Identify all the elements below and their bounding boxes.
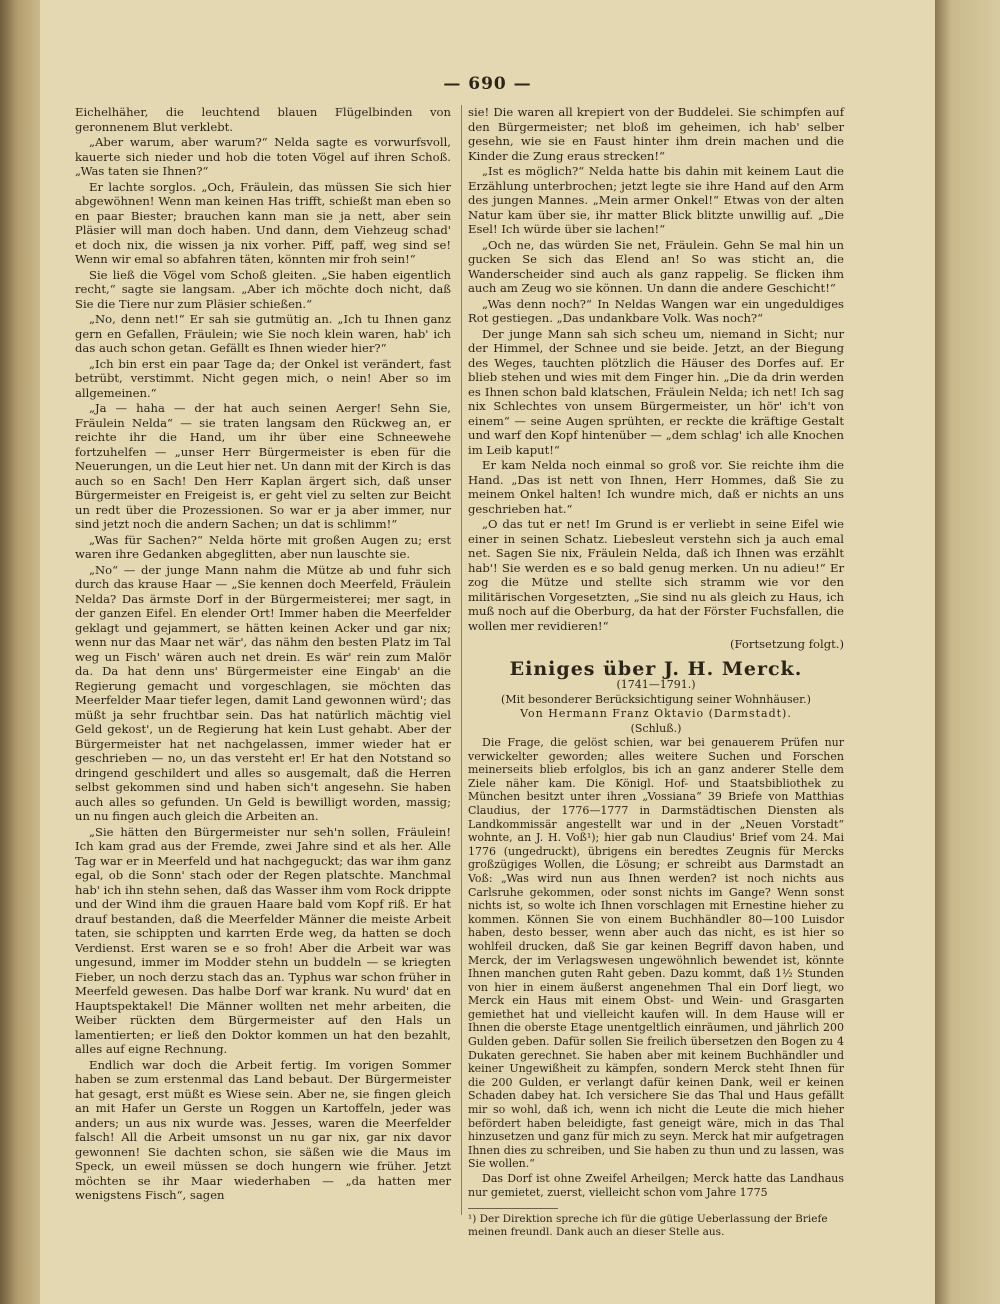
article-subtitle: (Mit besonderer Berücksichtigung seiner Wohnhäuser.): [501, 692, 811, 706]
page-number: — 690 —: [443, 74, 532, 94]
article-conclusion-label: (Schluß.): [630, 721, 682, 735]
article-years: (1741—1791.): [616, 678, 696, 691]
paragraph: „O das tut er net! Im Grund is er verliebt in seine Eifel wie einer in seinen Schatz. Liebesleut verstehn sich ja auch emal net. Sagen Sie nix, Fräulein Nelda, daß ich Ihnen was erzählt hab'! Sie werden es e so bald genug merken. Un nu adieu!“ Er zog die Mütze und stellte sich stramm wie vor den militärischen Vorgesetzten, „Sie sind nu als gleich zu Haus, ich muß noch auf die Oberburg, da hat der Förster Fuchsfallen, die wollen mer revidieren!“: [468, 517, 844, 633]
paragraph: Eichelhäher, die leuchtend blauen Flügelbinden von geronnenem Blut verklebt.: [75, 105, 451, 134]
footnote: [468, 1208, 844, 1239]
paragraph: sie! Die waren all krepiert von der Buddelei. Sie schimpfen auf den Bürgermeister; net bloß im geheimen, ich hab' selber gesehn, wie sie en Faust hinter ihm drein machen und die Kinder die Zung eraus strecken!“: [468, 105, 844, 163]
paragraph: Das Dorf ist ohne Zweifel Arheilgen; Merck hatte das Landhaus nur gemietet, zuerst, vielleicht schon vom Jahre 1775: [468, 1172, 844, 1199]
footnote-text: ¹) Der Direktion spreche ich für die gütige Ueberlassung der Briefe meinen freundl. Dank auch an dieser Stelle aus.: [468, 1213, 828, 1238]
paragraph: Der junge Mann sah sich scheu um, niemand in Sicht; nur der Himmel, der Schnee und sie beide. Jetzt, an der Biegung des Weges, tauchten plötzlich die Häuser des Dorfes auf. Er blieb stehen und wies mit dem Finger hin. „Die da drin werden es Ihnen schon bald klatschen, Fräulein Nelda; ich net! Ich sag nix Schlechtes von unsem Bürgermeister, un hör' ich't von einem“ — seine Augen sprühten, er reckte die kräftige Gestalt und warf den Kopf hintenüber — „dem schlag' ich alle Knochen im Leib kaput!“: [468, 326, 844, 457]
paragraph: „Aber warum, aber warum?“ Nelda sagte es vorwurfsvoll, kauerte sich nieder und hob die toten Vögel auf ihren Schoß. „Was taten sie Ihnen?“: [75, 135, 451, 178]
footnote-rule: [468, 1208, 558, 1209]
paragraph: „Och ne, das würden Sie net, Fräulein. Gehn Se mal hin un gucken Se sich das Elend an! So was sticht an, die Wanderscheider sind auch als ganz rappelig. Se flicken ihm auch am Zeug wo sie können. Un dann die andere Geschicht!“: [468, 237, 844, 295]
paragraph: „No, denn net!“ Er sah sie gutmütig an. „Ich tu Ihnen ganz gern en Gefallen, Fräulein; wie Sie noch klein waren, hab' ich das auch schon getan. Gefällt es Ihnen wieder hier?“: [75, 312, 451, 355]
paragraph: „Ist es möglich?“ Nelda hatte bis dahin mit keinem Laut die Erzählung unterbrochen; jetzt legte sie ihre Hand auf den Arm des jungen Mannes. „Mein armer Onkel!“ Etwas von der alten Natur kam über sie, ihr matter Blick blitzte unwillig auf. „Die Esel! Ich würde über sie lachen!“: [468, 164, 844, 236]
paragraph: „Ich bin erst ein paar Tage da; der Onkel ist verändert, fast betrübt, verstimmt. Nicht gegen mich, o nein! Aber so im allgemeinen.“: [75, 356, 451, 400]
article-author: Von Hermann Franz Oktavio (Darmstadt).: [520, 707, 792, 720]
paragraph: „Sie hätten den Bürgermeister nur seh'n sollen, Fräulein! Ich kam grad aus der Fremde, zwei Jahre sind et als her. Alle Tag war er in Meerfeld und hat nachgeguckt; das war ihm ganz egal, ob die Sonn' stach oder der Regen platschte. Manchmal hab' ich ihn stehn sehen, daß das Wasser ihm vom Rock drippte und der Wind ihm die grauen Haare bald vom Kopf riß. Er hat drauf bestanden, daß die Meerfelder Männer die meiste Arbeit taten, sie schippten und karrten Erde weg, da hatten se doch Verdienst. Erst waren se e so froh! Aber die Arbeit war was ungesund, immer im Modder stehn un buddeln — se kriegten Fieber, un noch derzu stach das an. Typhus war schon früher in Meerfeld gewesen. Das halbe Dorf war krank. Nu wurd' dat en Hauptspektakel! Die Männer wollten net mehr arbeiten, die Weiber rückten dem Bürgermeister auf den Hals un lamentierten; er ließ den Doktor kommen un hat den bezahlt, alles auf eigne Rechnung.: [75, 824, 451, 1056]
paragraph: Er lachte sorglos. „Och, Fräulein, das müssen Sie sich hier abgewöhnen! Wenn man keinen Has trifft, schießt man eben so en paar Biester; brauchen kann man sie ja nett, aber sein Pläsier will man doch haben. Und dann, dem Viehzeug schad' et doch nix, die wissen ja nix vorher. Piff, paff, weg sind se! Wenn wir emal so abfahren täten, könnten mir froh sein!“: [75, 179, 451, 266]
paragraph: „Was für Sachen?“ Nelda hörte mit großen Augen zu; erst waren ihre Gedanken abgeglitten, aber nun lauschte sie.: [75, 532, 451, 561]
facing-page-edge: [935, 0, 1000, 1304]
paragraph: „No“ — der junge Mann nahm die Mütze ab und fuhr sich durch das krause Haar — „Sie kennen doch Meerfeld, Fräulein Nelda? Das ärmste Dorf in der Bürgermeisterei; mer sagt, in der ganzen Eifel. En elender Ort! Immer haben die Meerfelder geklagt und gejammert, se hätten keinen Acker und gar nix; wenn nur das Maar net wär', das nähm den besten Platz im Tal weg un Fisch' wären auch net drein. Es wär' rein zum Malör da. Da hat denn uns' Bürgermeister eine Eingab' an die Regierung gemacht und vorgeschlagen, sie möchten das Meerfelder Maar tiefer legen, damit Land gewonnen würd'; das müßt ja sehr fruchtbar sein. Das hat natürlich mächtig viel Geld gekost', un de Regierung hat kein Lust gehabt. Aber der Bürgermeister hat net nachgelassen, immer wieder hat er geschrieben — no, un das versteht er! Er hat den Notstand so dringend geschildert und alles so ausgemalt, daß die Herren selbst gekommen sind und haben sich't angesehn. Sie haben auch alles so gefunden. Un Geld is bewilligt worden, massig; un nu fingen auch gleich die Arbeiten an.: [75, 562, 451, 823]
book-binding: [0, 0, 40, 1304]
column-divider: [461, 105, 462, 1215]
article-title: Einiges über J. H. Merck.: [509, 657, 803, 680]
article-body: [468, 736, 844, 1199]
paragraph: „Ja — haha — der hat auch seinen Aerger! Sehn Sie, Fräulein Nelda“ — sie traten langsam den Rückweg an, er reichte ihr die Hand, um ihr über eine Schneewehe fortzuhelfen — „unser Herr Bürgermeister is eben für die Neuerungen, un die Leut hier net. Un dann mit der Kirch is das auch so en Sach! Den Herr Kaplan ärgert sich, daß unser Bürgermeister en Freigeist is, er geht viel zu selten zur Beicht un redt über die Prozessionen. So war er ja aber immer, nur sind jetzt noch die andern Sachen; un dat is schlimm!“: [75, 401, 451, 531]
left-column: [75, 105, 451, 1205]
continuation-note: (Fortsetzung folgt.): [729, 637, 844, 651]
paragraph: Endlich war doch die Arbeit fertig. Im vorigen Sommer haben se zum erstenmal das Land bebaut. Der Bürgermeister hat gesagt, erst müßt es Wiese sein. Aber ne, sie fingen gleich an mit Hafer un Gerste un Roggen un Kartoffeln, jeder was anders; un aus nix wurde was. Jesses, waren die Meerfelder falsch! All die Arbeit umsonst un nu gar nix, gar nix davor gewonnen! Sie dachten schon, sie säßen wie die Maus im Speck, un eweil müssen se doch hungern wie früher. Jetzt möchten se ihr Maar wiederhaben — „da hatten mer wenigstens Fisch“, sagen: [75, 1057, 451, 1202]
right-column: [468, 105, 844, 1199]
paragraph: Die Frage, die gelöst schien, war bei genauerem Prüfen nur verwickelter geworden; alles weitere Suchen und Forschen meinerseits blieb erfolglos, bis ich an ganz anderer Stelle dem Ziele näher kam. Die Königl. Hof- und Staatsbibliothek zu München besitzt unter ihren „Vossiana“ 39 Briefe von Matthias Claudius, der 1776—1777 in Darmstädtischen Diensten als Landkommissär angestellt war und in der „Neuen Vorstadt“ wohnte, an J. H. Voß¹); hier gab nun Claudius' Brief vom 24. Mai 1776 (ungedruckt), übrigens ein beredtes Zeugnis für Mercks großzügiges Wollen, die Lösung; er schreibt aus Darmstadt an Voß: „Was wird nun aus Ihnen werden? ist noch nichts aus Carlsruhe gekommen, oder sonst nichts im Gange? Wenn sonst nichts ist, so wolte ich Ihnen vorschlagen mit Ernestine hieher zu kommen. Können Sie von einem Buchhändler 80—100 Luisdor haben, desto besser, wenn aber auch das nicht, es ist hier so wohlfeil drucken, daß Sie gar keinen Begriff davon haben, und Merck, der im Verlagswesen ungewöhnlich bewendet ist, könnte Ihnen manchen guten Raht geben. Dazu kommt, daß 1½ Stunden von hier in einem äußerst angenehmen Thal ein Dorf liegt, wo Merck ein Haus mit einem Obst- und Wein- und Grasgarten gemiethet hat und vielleicht kaufen will. In dem Hause will er Ihnen die oberste Etage unentgeltlich einräumen, und jährlich 200 Gulden geben. Dafür sollen Sie freilich übersetzen den Bogen zu 4 Dukaten gerechnet. Sie haben aber mit keinem Buchhändler und keiner Ungewißheit zu kämpfen, sondern Merck steht Ihnen für die 200 Gulden, er verlangt dafür keinen Dank, weil er keinen Schaden dabey hat. Ich versichere Sie das Thal und Haus gefällt mir so wohl, daß ich, wenn ich nicht die Leute die mich hieher befördert haben beleidigte, fast geneigt wäre, mich in das Thal hinzusetzen und ganz für mich zu seyn. Merck hat mir aufgetragen Ihnen dies zu schreiben, und Sie haben zu thun und zu lassen, was Sie wollen.“: [468, 736, 844, 1171]
paragraph: Er kam Nelda noch einmal so groß vor. Sie reichte ihm die Hand. „Das ist nett von Ihnen, Herr Hommes, daß Sie zu meinem Onkel halten! Ich wundre mich, daß er nichts an uns geschrieben hat.“: [468, 458, 844, 516]
paragraph: Sie ließ die Vögel vom Schoß gleiten. „Sie haben eigentlich recht,“ sagte sie langsam. „Aber ich möchte doch nicht, daß Sie die Tiere nur zum Pläsier schießen.“: [75, 267, 451, 311]
paragraph: „Was denn noch?“ In Neldas Wangen war ein ungeduldiges Rot gestiegen. „Das undankbare Volk. Was noch?“: [468, 296, 844, 325]
